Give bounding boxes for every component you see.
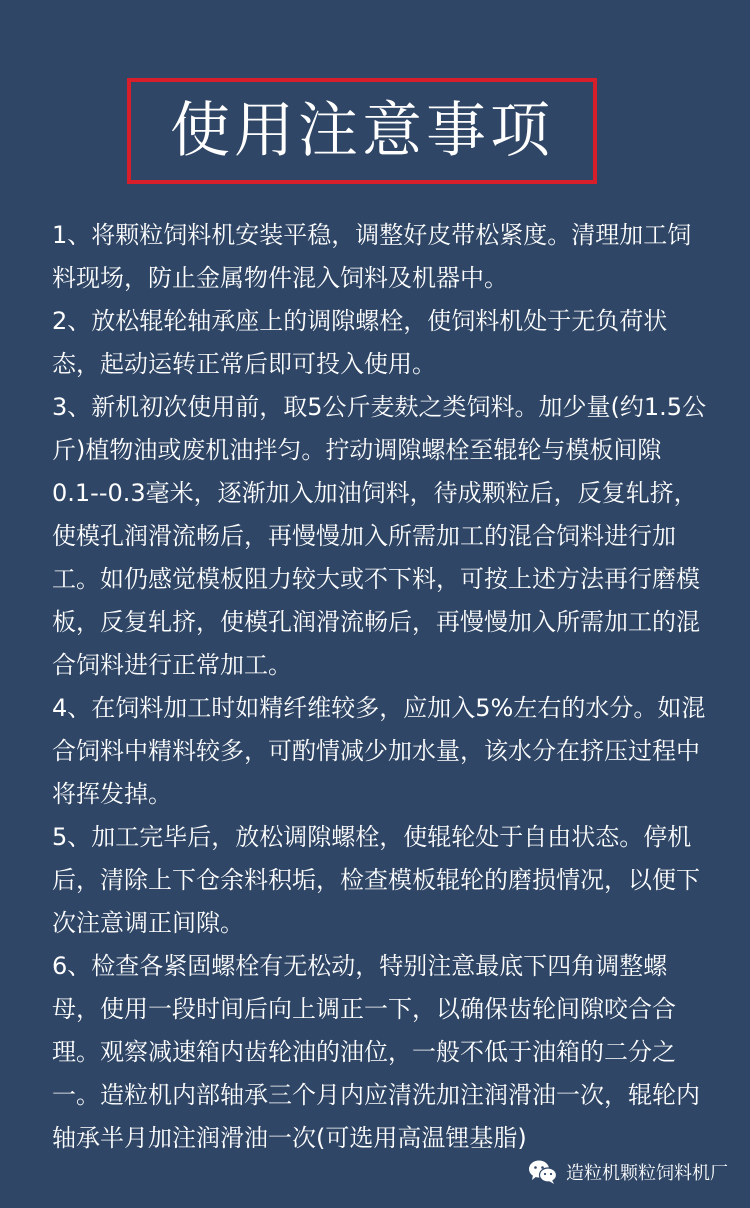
instruction-line: 后，清除上下仓余料积垢，检查模板辊轮的磨损情况，以便下 [52,866,700,894]
instruction-item-1 [52,214,716,300]
instruction-line: 一。造粒机内部轴承三个月内应清洗加注润滑油一次，辊轮内 [52,1081,700,1109]
instruction-line: 合饲料中精料较多，可酌情减少加水量，该水分在挤压过程中 [52,737,700,765]
instruction-line: 态，起动运转正常后即可投入使用。 [52,350,436,378]
instruction-line: 4、在饲料加工时如精纤维较多，应加入5%左右的水分。如混 [52,694,706,722]
instruction-item-6 [52,945,716,1160]
instruction-line: 合饲料进行正常加工。 [52,651,292,679]
watermark [528,1154,728,1190]
instruction-line: 将挥发掉。 [52,780,172,808]
instruction-line: 斤)植物油或废机油拌匀。拧动调隙螺栓至辊轮与模板间隙 [52,436,662,464]
instruction-list [52,214,716,1160]
instruction-line: 工。如仍感觉模板阻力较大或不下料，可按上述方法再行磨模 [52,565,700,593]
instruction-line: 料现场，防止金属物件混入饲料及机器中。 [52,264,508,292]
instruction-line: 母，使用一段时间后向上调正一下，以确保齿轮间隙咬合合 [52,995,676,1023]
instruction-line: 3、新机初次使用前，取5公斤麦麸之类饲料。加少量(约1.5公 [52,393,707,421]
instruction-line: 6、检查各紧固螺栓有无松动，特别注意最底下四角调整螺 [52,952,668,980]
instruction-line: 5、加工完毕后，放松调隙螺栓，使辊轮处于自由状态。停机 [52,823,692,851]
instruction-item-2 [52,300,716,386]
instruction-item-4 [52,687,716,816]
wechat-icon [528,1159,558,1185]
instruction-line: 1、将颗粒饲料机安装平稳，调整好皮带松紧度。清理加工饲 [52,221,692,249]
instruction-line: 使模孔润滑流畅后，再慢慢加入所需加工的混合饲料进行加 [52,522,676,550]
instruction-line: 2、放松辊轮轴承座上的调隙螺栓，使饲料机处于无负荷状 [52,307,668,335]
instruction-line: 理。观察减速箱内齿轮油的油位，一般不低于油箱的二分之 [52,1038,676,1066]
instruction-line: 次注意调正间隙。 [52,909,244,937]
instruction-line: 板，反复轧挤，使模孔润滑流畅后，再慢慢加入所需加工的混 [52,608,700,636]
page-title: 使用注意事项 [170,96,554,166]
account-name: 造粒机颗粒饲料机厂 [566,1163,728,1184]
instruction-item-3 [52,386,716,687]
title-box [127,78,597,184]
instruction-line: 轴承半月加注润滑油一次(可选用高温锂基脂) [52,1124,527,1152]
instruction-item-5 [52,816,716,945]
instruction-line: 0.1--0.3毫米，逐渐加入加油饲料，待成颗粒后，反复轧挤， [52,479,698,507]
